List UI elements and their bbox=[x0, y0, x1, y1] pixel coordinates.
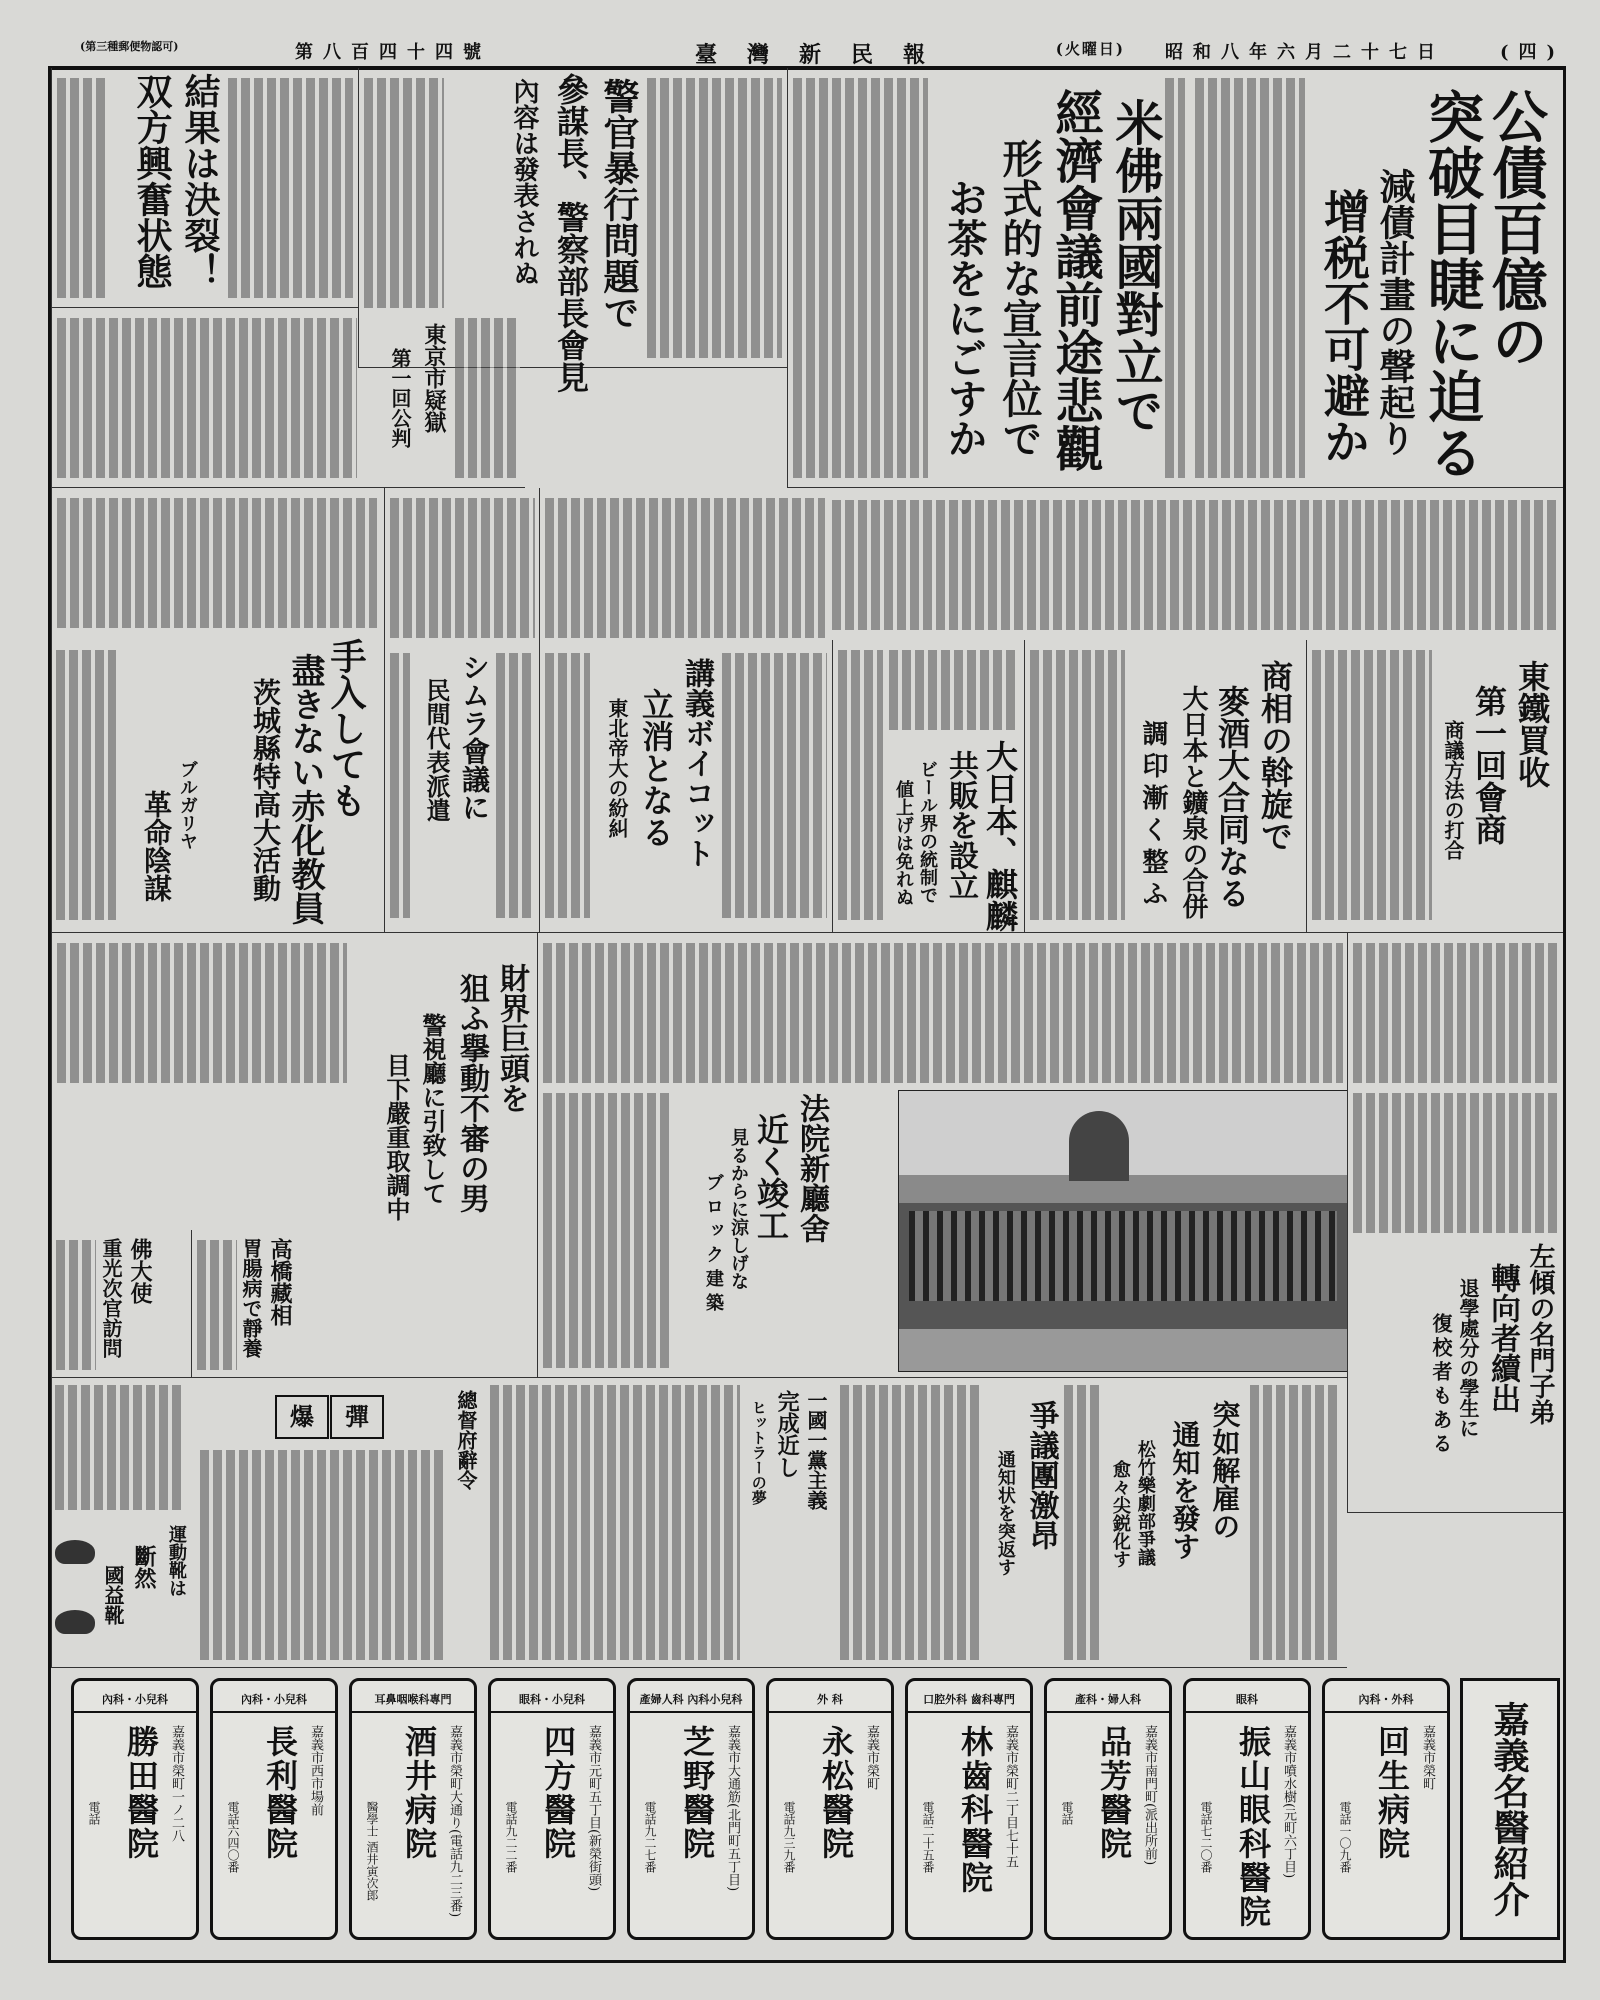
subheadline: 重光次官訪問 bbox=[99, 1238, 123, 1358]
headline: シムラ會議に bbox=[458, 653, 491, 821]
clinic-ad bbox=[627, 1678, 755, 1940]
headline: 法院新廳舍 bbox=[794, 1093, 829, 1243]
article-taishi bbox=[51, 1230, 191, 1378]
headline: 經濟會議前途悲觀 bbox=[1047, 88, 1103, 472]
article-body-text bbox=[57, 318, 357, 478]
clinic-address: 嘉義市西市場前 bbox=[308, 1725, 323, 1816]
clinic-name: 振山眼科醫院 bbox=[1234, 1725, 1272, 1929]
headline: 盡きない赤化教員 bbox=[285, 653, 325, 925]
clinic-dept: 眼科・小兒科 bbox=[491, 1691, 613, 1713]
bakudan-label-2: 彈 bbox=[330, 1395, 384, 1439]
subheadline: 商議方法の打合 bbox=[1441, 720, 1465, 860]
article-body-text bbox=[1353, 1093, 1558, 1233]
headline: 米佛兩國對立で bbox=[1107, 98, 1163, 434]
headline-kaiko-2: 通知を發す bbox=[1168, 1420, 1202, 1560]
clinic-dept: 眼科 bbox=[1186, 1691, 1308, 1713]
subheadline: ブルガリヤ bbox=[177, 760, 198, 850]
article-sakei bbox=[1347, 933, 1563, 1513]
article-body-text bbox=[1353, 943, 1558, 1083]
subheadline-sogi: 通知状を突返す bbox=[994, 1450, 1016, 1576]
clinic-name: 長利醫院 bbox=[261, 1725, 299, 1861]
clinic-tel: 醫學士 酒井寅次郎 bbox=[365, 1801, 379, 1901]
clinic-address: 嘉義市南門町(派出所前) bbox=[1142, 1725, 1157, 1866]
headline: 革命陰謀 bbox=[140, 790, 173, 902]
clinic-ad bbox=[1322, 1678, 1450, 1940]
weekday: (火曜日) bbox=[1055, 40, 1125, 58]
headline: 結果は決裂！ bbox=[179, 73, 221, 289]
shoe-ad bbox=[55, 1520, 195, 1660]
subheadline: 減債計畫の聲起り bbox=[1374, 168, 1416, 456]
article-body-text bbox=[455, 318, 520, 478]
article-body-text bbox=[390, 653, 410, 918]
article-beifutsu bbox=[787, 68, 1190, 488]
article-body-text bbox=[545, 653, 590, 918]
clinic-address: 嘉義市榮町 bbox=[864, 1725, 879, 1790]
clinic-dept: 口腔外科 齒科專門 bbox=[908, 1691, 1030, 1713]
headline: 參謀長、警察部長會見 bbox=[552, 73, 590, 393]
article-body-text bbox=[364, 78, 444, 308]
clinic-ad bbox=[488, 1678, 616, 1940]
article-body-text bbox=[1312, 650, 1432, 920]
article-bakushu bbox=[1024, 640, 1306, 933]
clinic-name: 回生病院 bbox=[1373, 1725, 1411, 1861]
article-body-text bbox=[793, 78, 928, 478]
clinic-tel: 電話九二二番 bbox=[504, 1801, 518, 1873]
article-kirin bbox=[832, 640, 1024, 933]
subheadline: 形式的な宣言位で bbox=[996, 138, 1043, 458]
clinic-dept: 產科・婦人科 bbox=[1047, 1691, 1169, 1713]
clinic-address: 嘉義市榮町二丁目七十五 bbox=[1003, 1725, 1018, 1868]
article-body-text bbox=[889, 650, 1019, 730]
subheadline: 大日本と鑛泉の合併 bbox=[1178, 685, 1208, 919]
article-takahashi bbox=[191, 1230, 331, 1378]
clinic-name: 林齒科醫院 bbox=[956, 1725, 994, 1895]
subheadline: 內容は發表されぬ bbox=[509, 78, 539, 286]
ads-title-box bbox=[1460, 1678, 1560, 1940]
headline: 大日本、麒麟 bbox=[981, 740, 1019, 932]
article-body-text bbox=[543, 943, 1343, 1083]
clinic-ad bbox=[349, 1678, 477, 1940]
subheadline: 警視廳に引致して bbox=[418, 1013, 447, 1205]
clinic-dept: 內科・外科 bbox=[1325, 1691, 1447, 1713]
clinic-tel: 電話九二七番 bbox=[643, 1801, 657, 1873]
clinic-ad bbox=[210, 1678, 338, 1940]
shoe-ad-line: 國益靴 bbox=[101, 1565, 125, 1625]
clinic-address: 嘉義市噴水樹(元町六丁目) bbox=[1281, 1725, 1296, 1879]
clinic-address: 嘉義市榮町大通り(電話九二三番) bbox=[447, 1725, 462, 1918]
subheadline: ブロック建築 bbox=[703, 1173, 724, 1317]
article-body-text bbox=[57, 943, 347, 1083]
issue-date: 昭和八年六月二十七日 bbox=[1165, 42, 1445, 63]
article-body-text bbox=[545, 498, 825, 638]
clinic-ad bbox=[766, 1678, 894, 1940]
clinic-address: 嘉義市榮町一ノ二八 bbox=[169, 1725, 184, 1842]
headline: 商相の斡旋で bbox=[1256, 660, 1294, 852]
headline: 警官暴行問題で bbox=[598, 78, 640, 330]
article-body-text bbox=[1250, 1385, 1340, 1660]
article-body-text bbox=[57, 498, 377, 628]
clinic-name: 永松醫院 bbox=[817, 1725, 855, 1861]
subheadline: 退學處分の學生に bbox=[1456, 1278, 1480, 1438]
postal-note: (第三種郵便物認可) bbox=[80, 40, 179, 53]
clinic-address: 嘉義市榮町 bbox=[1420, 1725, 1435, 1790]
article-body-text bbox=[56, 1240, 96, 1370]
clinic-tel: 電話九三九番 bbox=[782, 1801, 796, 1873]
subheadline: 增税不可避か bbox=[1317, 188, 1371, 464]
article-ketsuretsu bbox=[51, 68, 358, 308]
article-body-text bbox=[197, 1240, 237, 1370]
headline: 講義ボイコット bbox=[679, 658, 714, 868]
headline: 狙ふ擧動不審の男 bbox=[454, 973, 489, 1213]
headline-itto-1: 一國一黨主義 bbox=[804, 1390, 828, 1510]
article-body-text bbox=[55, 1385, 185, 1510]
article-body-text bbox=[1165, 78, 1185, 478]
article-body-text bbox=[1195, 78, 1305, 478]
paper-name: 臺灣新民報 bbox=[695, 42, 956, 68]
shoe-ad-line: 運動靴は bbox=[166, 1525, 187, 1597]
clinic-name: 四方醫院 bbox=[539, 1725, 577, 1861]
headline-itto-2: 完成近し bbox=[774, 1390, 801, 1478]
shoe-icon bbox=[55, 1540, 95, 1564]
subheadline: ビール界の統制で bbox=[917, 760, 938, 904]
clinic-dept: 內科・小兒科 bbox=[213, 1691, 335, 1713]
subheadline: 見るからに涼しげな bbox=[728, 1128, 749, 1290]
headline: 轉向者續出 bbox=[1485, 1263, 1520, 1413]
clinic-ads bbox=[60, 1678, 1560, 1958]
subheadline: 復校者もある bbox=[1429, 1313, 1453, 1457]
article-body-text bbox=[832, 500, 1560, 630]
headline-kaiko-1: 突如解雇の bbox=[1208, 1400, 1242, 1540]
article-body-text bbox=[722, 653, 827, 918]
article-body-text bbox=[490, 1385, 740, 1660]
headline: 共販を設立 bbox=[943, 750, 978, 900]
headline: 左傾の名門子弟 bbox=[1525, 1243, 1555, 1425]
page-number: (四) bbox=[1499, 42, 1565, 63]
headline-jirei: 總督府辭令 bbox=[454, 1390, 478, 1490]
subheadline-itto: ヒットラーの夢 bbox=[749, 1400, 768, 1505]
headline: 手入しても bbox=[325, 638, 367, 818]
article-bulgaria bbox=[51, 640, 216, 933]
article-gigoku bbox=[51, 308, 525, 488]
article-body-text bbox=[56, 650, 116, 920]
clinic-name: 酒井病院 bbox=[400, 1725, 438, 1861]
clinic-name: 勝田醫院 bbox=[122, 1725, 160, 1861]
subheadline: お茶をにごすか bbox=[941, 178, 988, 458]
clinic-tel: 電話二十五番 bbox=[921, 1801, 935, 1873]
clinic-dept: 產婦人科 內科小兒科 bbox=[630, 1691, 752, 1713]
subheadline: 胃腸病で靜養 bbox=[239, 1238, 263, 1358]
clinic-tel: 電話 bbox=[1060, 1801, 1074, 1825]
ads-title: 嘉義名醫紹介 bbox=[1488, 1701, 1530, 1917]
clinic-tel: 電話七二〇番 bbox=[1199, 1801, 1213, 1873]
shoe-ad-line: 斷然 bbox=[131, 1545, 157, 1589]
headline: 公債百億の bbox=[1483, 88, 1549, 368]
article-simla bbox=[384, 488, 539, 933]
article-body-text bbox=[647, 78, 782, 358]
subheadline-kaiko-3: 松竹樂劇部爭議 bbox=[1134, 1440, 1156, 1566]
article-boycott bbox=[539, 488, 832, 933]
clinic-tel: 電話 bbox=[87, 1801, 101, 1825]
clinic-address: 嘉義市元町五丁目(新榮街頭) bbox=[586, 1725, 601, 1892]
clinic-tel: 電話六四〇番 bbox=[226, 1801, 240, 1873]
subheadline-kaiko-4: 愈々尖鋭化す bbox=[1109, 1460, 1131, 1568]
article-kosai bbox=[1190, 68, 1563, 488]
headline: 高橋藏相 bbox=[267, 1238, 293, 1326]
clinic-address: 嘉義市大通筋(北門町五丁目) bbox=[725, 1725, 740, 1892]
article-body-text bbox=[496, 653, 534, 918]
article-body-text bbox=[390, 498, 535, 638]
clinic-dept: 內科・小兒科 bbox=[74, 1691, 196, 1713]
clinic-ad bbox=[905, 1678, 1033, 1940]
court-building-photo bbox=[898, 1090, 1348, 1372]
headline: 立消となる bbox=[637, 688, 675, 848]
article-body-text bbox=[1064, 1385, 1102, 1660]
subheadline: 調印漸く整ふ bbox=[1138, 720, 1168, 912]
shoe-icon bbox=[55, 1610, 95, 1634]
clinic-dept: 外 科 bbox=[769, 1691, 891, 1713]
article-body-text bbox=[840, 1385, 980, 1660]
clinic-ad bbox=[1044, 1678, 1172, 1940]
subheadline: 民間代表派遣 bbox=[422, 678, 451, 822]
clinic-name: 品芳醫院 bbox=[1095, 1725, 1133, 1861]
article-body-text bbox=[1030, 650, 1125, 920]
clinic-ad bbox=[71, 1678, 199, 1940]
subheadline: 値上げは免れぬ bbox=[893, 780, 914, 906]
article-body-text bbox=[200, 1450, 445, 1660]
article-body-text bbox=[57, 78, 107, 298]
article-totetsu bbox=[1306, 640, 1563, 933]
headline: 突破目睫に迫る bbox=[1419, 88, 1485, 480]
clinic-tel: 電話一〇九番 bbox=[1338, 1801, 1352, 1873]
headline: 近く竣工 bbox=[752, 1113, 790, 1241]
masthead bbox=[55, 38, 1565, 66]
subheadline: 東北帝大の紛糾 bbox=[605, 698, 629, 838]
bakudan-label-1: 爆 bbox=[275, 1395, 329, 1439]
subheadline: 目下嚴重取調中 bbox=[382, 1053, 411, 1221]
subheadline: 茨城縣特高大活動 bbox=[249, 678, 282, 902]
issue-number: 第八百四十四號 bbox=[295, 42, 491, 63]
headline-sogi: 爭議團激昂 bbox=[1023, 1400, 1059, 1550]
headline: 東京市疑獄 bbox=[421, 323, 447, 433]
clinic-name: 芝野醫院 bbox=[678, 1725, 716, 1861]
headline: 佛大使 bbox=[127, 1238, 153, 1304]
article-body-text bbox=[228, 78, 353, 298]
headline: 麥酒大合同なる bbox=[1213, 685, 1251, 909]
headline: 東鐵買收 bbox=[1513, 660, 1551, 788]
article-body-text bbox=[838, 650, 883, 920]
clinic-dept: 耳鼻咽喉科專門 bbox=[352, 1691, 474, 1713]
headline: 第一回會商 bbox=[1470, 685, 1508, 845]
subheadline: 第一回公判 bbox=[388, 348, 412, 448]
article-body-text bbox=[543, 1093, 673, 1368]
clinic-ad bbox=[1183, 1678, 1311, 1940]
headline: 財界巨頭を bbox=[494, 963, 529, 1113]
headline: 双方興奮状態 bbox=[131, 73, 173, 289]
